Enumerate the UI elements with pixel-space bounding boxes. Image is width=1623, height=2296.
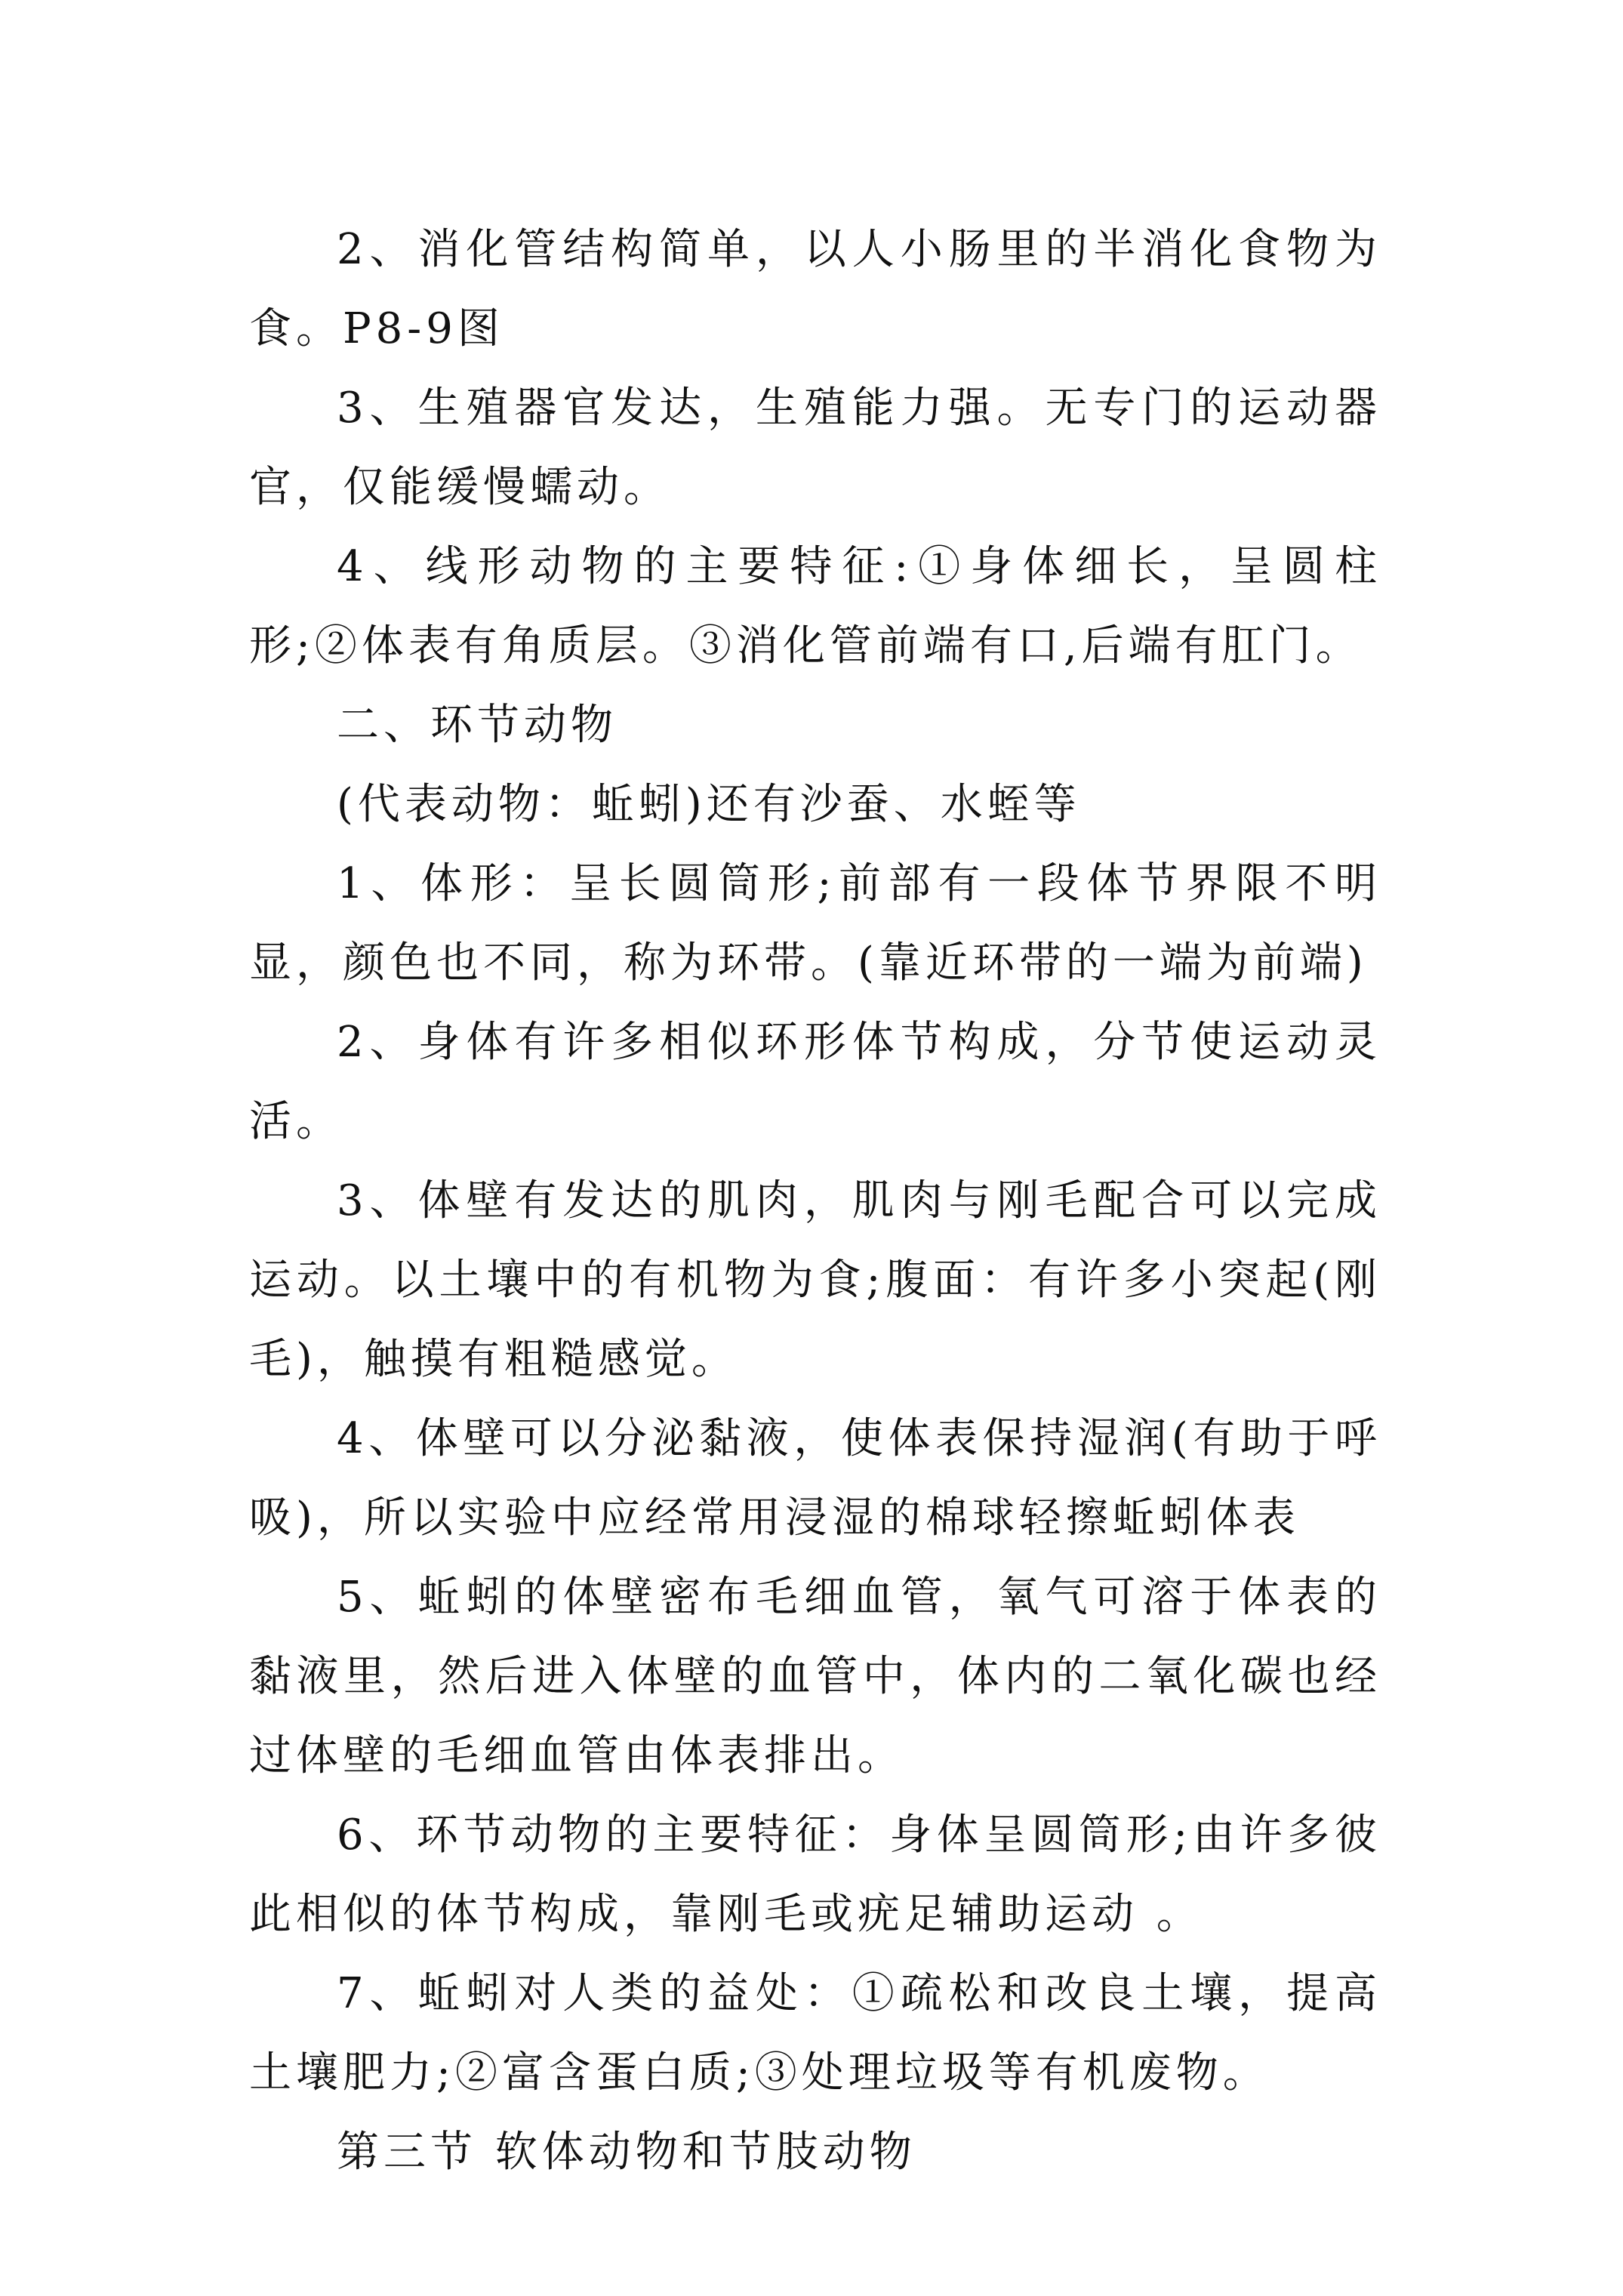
paragraph-respiration: 5、蚯蚓的体壁密布毛细血管，氧气可溶于体表的黏液里，然后进入体壁的血管中，体内的二氧化碳也经过体壁的毛细血管由体表排出。 bbox=[249, 1573, 1381, 1780]
paragraph-nematode-features: 4、线形动物的主要特征:①身体细长，呈圆柱形;②体表有角质层。③消化管前端有口,后端有肛门。 bbox=[249, 542, 1381, 670]
paragraph-annelid-features: 6、环节动物的主要特征：身体呈圆筒形;由许多彼此相似的体节构成，靠刚毛或疣足辅助运动 。 bbox=[249, 1811, 1381, 1939]
body-text bbox=[249, 210, 1381, 2192]
section-heading-annelids: 二、环节动物 bbox=[337, 701, 617, 750]
paragraph-reproductive-organs: 3、生殖器官发达，生殖能力强。无专门的运动器官，仅能缓慢蠕动。 bbox=[249, 384, 1381, 512]
paragraph-segments: 2、身体有许多相似环形体节构成，分节使运动灵活。 bbox=[249, 1018, 1381, 1146]
paragraph-digestive-tract: 2、消化管结构简单，以人小肠里的半消化食物为食。P8-9图 bbox=[249, 225, 1381, 353]
paragraph-body-shape: 1、体形：呈长圆筒形;前部有一段体节界限不明显，颜色也不同，称为环带。(靠近环带的一端为前端) bbox=[249, 859, 1381, 988]
paragraph-mucus: 4、体壁可以分泌黏液，使体表保持湿润(有助于呼吸)，所以实验中应经常用浸湿的棉球轻擦蚯蚓体表 bbox=[249, 1414, 1381, 1542]
section-heading-mollusks-arthropods: 第三节 软体动物和节肢动物 bbox=[337, 2128, 916, 2177]
paragraph-earthworm-benefits: 7、蚯蚓对人类的益处：①疏松和改良土壤，提高土壤肥力;②富含蛋白质;③处理垃圾等有机废物。 bbox=[249, 1969, 1381, 2097]
paragraph-representative-animals: (代表动物：蚯蚓)还有沙蚕、水蛭等 bbox=[337, 780, 1081, 829]
paragraph-body-wall-muscles: 3、体壁有发达的肌肉，肌肉与刚毛配合可以完成运动。以土壤中的有机物为食;腹面：有许多小突起(刚毛)，触摸有粗糙感觉。 bbox=[249, 1176, 1381, 1384]
